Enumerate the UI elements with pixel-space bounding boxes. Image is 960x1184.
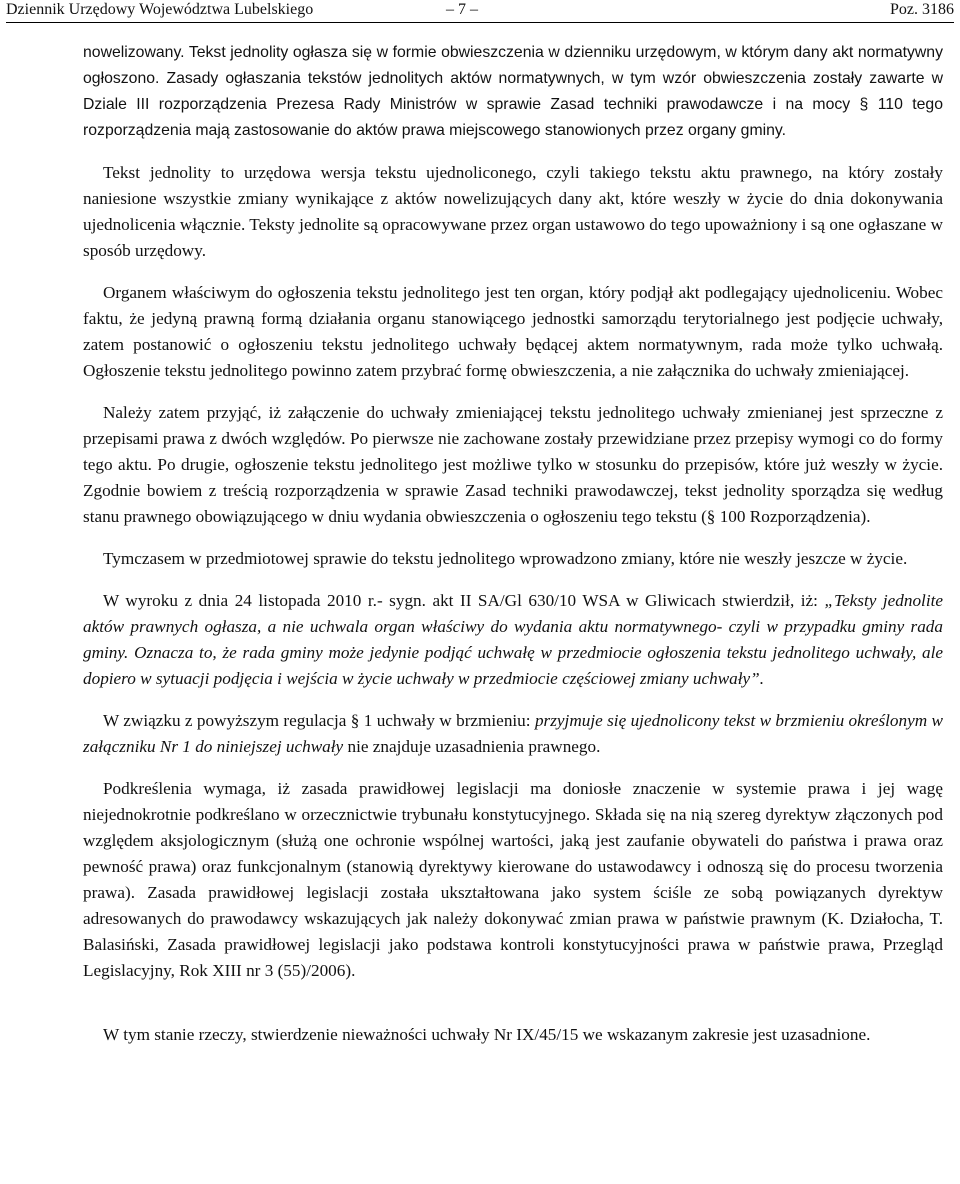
paragraph-8: Podkreślenia wymaga, iż zasada prawidłowej legislacji ma doniosłe znaczenie w systemie prawa i jej wagę niejednokrotnie podkreślano w orzecznictwie trybunału konstytucyjnego. Składa się na nią szereg dyrektyw złączonych pod względem aksjologicznym (służą one ochronie wspólnej wartości, jaką jest zaufanie obywateli do państwa i prawa oraz pewność prawa) oraz funkcjonalnym (stanowią dyrektywy kierowane do ustawodawcy i odnoszą się do procesu tworzenia prawa). Zasada prawidłowej legislacji została ukształtowana jako system ściśle ze sobą powiązanych dyrektyw adresowanych do prawodawcy wskazujących jak należy dokonywać zmian prawa w państwie prawnym (K. Działocha, T. Balasiński, Zasada prawidłowej legislacji jako podstawa kontroli konstytucyjności prawa w państwie prawa, Przegląd Legislacyjny, Rok XIII nr 3 (55)/2006). bbox=[83, 779, 943, 980]
paragraph-1: nowelizowany. Tekst jednolity ogłasza się w formie obwieszczenia w dzienniku urzędowym, w którym dany akt normatywny ogłoszono. Zasady ogłaszania tekstów jednolitych aktów normatywnych, w tym wzór obwieszczenia zostały zawarte w Dziale III rozporządzenia Prezesa Rady Ministrów w sprawie Zasad techniki prawodawcze i na mocy § 110 tego rozporządzenia mają zastosowanie do aktów prawa miejscowego stanowionych przez organy gminy. bbox=[83, 44, 943, 139]
paragraph-5: Tymczasem w przedmiotowej sprawie do tekstu jednolitego wprowadzono zmiany, które nie weszły jeszcze w życie. bbox=[103, 549, 908, 568]
paragraph-7-text: W związku z powyższym regulacja § 1 uchwały w brzmieniu: bbox=[103, 711, 535, 730]
paragraph-7-text-end: nie znajduje uzasadnienia prawnego. bbox=[343, 737, 601, 756]
paragraph-6 bbox=[83, 588, 943, 692]
paragraph-2: Tekst jednolity to urzędowa wersja tekstu ujednoliconego, czyli takiego tekstu aktu prawnego, na który zostały naniesione wszystkie zmiany wynikające z aktów nowelizujących dany akt, które weszły w życie do dnia dokonywania ujednolicenia włącznie. Teksty jednolite są opracowywane przez organ ustawowo do tego upoważniony i są one ogłaszane w sposób urzędowy. bbox=[83, 163, 943, 260]
journal-title: Dziennik Urzędowy Województwa Lubelskiego bbox=[6, 1, 314, 18]
position-number: Poz. 3186 bbox=[890, 1, 954, 18]
document-body bbox=[83, 40, 943, 1064]
paragraph-7-quote: przyjmuje się ujednolicony tekst w brzmieniu określonym w załączniku Nr 1 do niniejszej uchwały bbox=[83, 711, 943, 756]
page-number: – 7 – bbox=[446, 1, 478, 18]
paragraph-3: Organem właściwym do ogłoszenia tekstu jednolitego jest ten organ, który podjął akt podlegający ujednoliceniu. Wobec faktu, że jedyną prawną formą działania organu stanowiącego jednostki samorządu terytorialnego jest podjęcie uchwały, zatem postanowić o ogłoszeniu tekstu jednolitego uchwały będącej aktem normatywnym, rada może tylko uchwałą. Ogłoszenie tekstu jednolitego powinno zatem przybrać formę obwieszczenia, a nie załącznika do uchwały zmieniającej. bbox=[83, 283, 943, 380]
paragraph-7 bbox=[83, 708, 943, 760]
paragraph-6-quote: „Teksty jednolite aktów prawnych ogłasza, a nie uchwala organ właściwy do wydania aktu normatywnego- czyli w przypadku gminy rada gminy. Oznacza to, że rada gminy może jedynie podjąć uchwałę w przedmiocie ogłoszenia tekstu jednolitego uchwały, ale dopiero w sytuacji podjęcia i wejścia w życie uchwały w przedmiocie częściowej zmiany uchwały”. bbox=[83, 591, 943, 688]
paragraph-4: Należy zatem przyjąć, iż załączenie do uchwały zmieniającej tekstu jednolitego uchwały zmienianej jest sprzeczne z przepisami prawa z dwóch względów. Po pierwsze nie zachowane zostały przewidziane przez przepisy wymogi co do formy tego aktu. Po drugie, ogłoszenie tekstu jednolitego jest możliwe tylko w stosunku do przepisów, które już weszły w życie. Zgodnie bowiem z treścią rozporządzenia w sprawie Zasad techniki prawodawczej, tekst jednolity sporządza się według stanu prawnego obowiązującego w dniu wydania obwieszczenia o ogłoszeniu tego tekstu (§ 100 Rozporządzenia). bbox=[83, 403, 943, 526]
paragraph-9: W tym stanie rzeczy, stwierdzenie nieważności uchwały Nr IX/45/15 we wskazanym zakresie jest uzasadnione. bbox=[103, 1025, 871, 1044]
paragraph-6-text: W wyroku z dnia 24 listopada 2010 r.- sygn. akt II SA/Gl 630/10 WSA w Gliwicach stwierdził, iż: bbox=[103, 591, 825, 610]
header-divider bbox=[6, 22, 954, 23]
page-header bbox=[6, 0, 954, 22]
